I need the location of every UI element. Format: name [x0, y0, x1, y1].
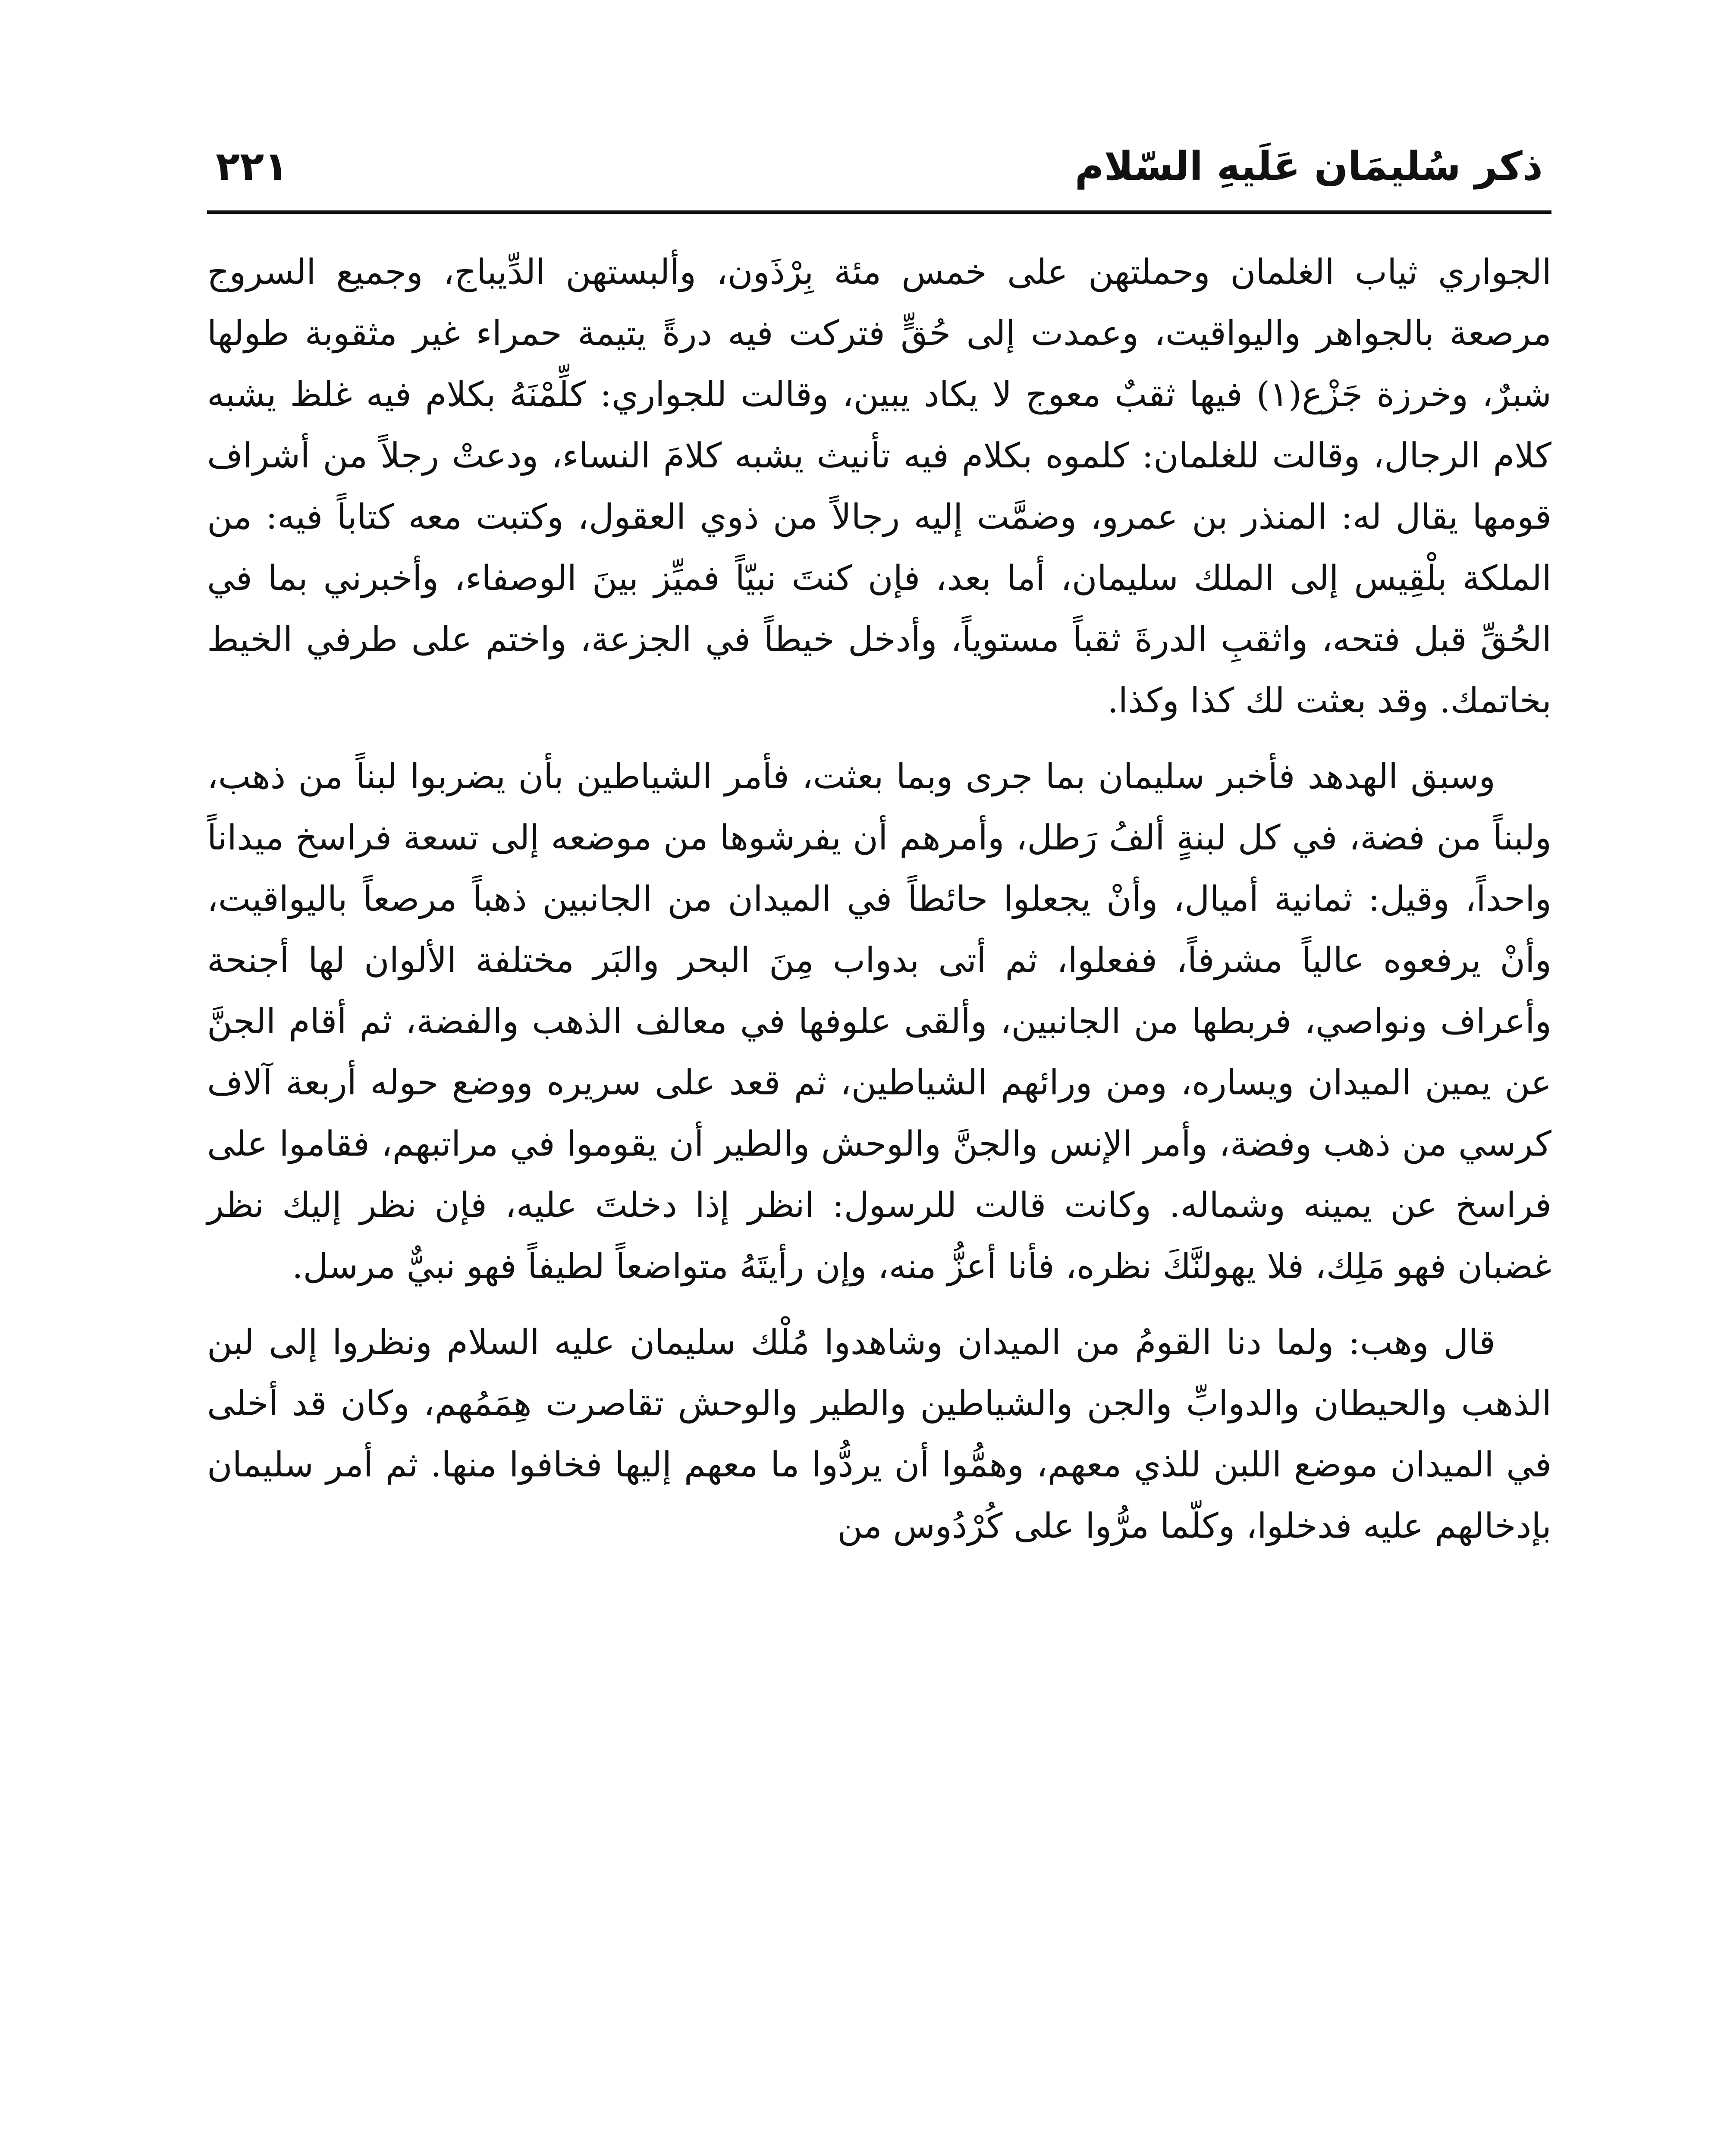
header-rule [207, 210, 1551, 214]
paragraph: وسبق الهدهد فأخبر سليمان بما جرى وبما بعثت، فأمر الشياطين بأن يضربوا لبناً من ذهب، ولبناً من فضة، في كل لبنةٍ ألفُ رَطل، وأمرهم أن يفرشوها من موضعه إلى تسعة فراسخ ميداناً واحداً، وقيل: ثمانية أميال، وأنْ يجعلوا حائطاً في الميدان من الجانبين ذهباً مرصعاً باليواقيت، وأنْ يرفعوه عالياً مشرفاً، ففعلوا، ثم أتى بدواب مِنَ البحر والبَر مختلفة الألوان لها أجنحة وأعراف ونواصي، فربطها من الجانبين، وألقى علوفها في معالف الذهب والفضة، ثم أقام الجنَّ عن يمين الميدان ويساره، ومن ورائهم الشياطين، ثم قعد على سريره ووضع حوله أربعة آلاف كرسي من ذهب وفضة، وأمر الإنس والجنَّ والوحش والطير أن يقوموا في مراتبهم، فقاموا على فراسخ عن يمينه وشماله. وكانت قالت للرسول: انظر إذا دخلتَ عليه، فإن نظر إليك نظر غضبان فهو مَلِك، فلا يهولنَّكَ نظره، فأنا أعزُّ منه، وإن رأيتَهُ متواضعاً لطيفاً فهو نبيٌّ مرسل. [207, 756, 1552, 1286]
page-number: ٢٢١ [216, 143, 289, 189]
paragraph: الجواري ثياب الغلمان وحملتهن على خمس مئة بِرْذَون، وألبستهن الدِّيباج، وجميع السروج مرصعة بالجواهر واليواقيت، وعمدت إلى حُقٍّ فتركت فيه درةً يتيمة حمراء غير مثقوبة طولها شبرٌ، وخرزة جَزْع(١) فيها ثقبٌ معوج لا يكاد يبين، وقالت للجواري: كلِّمْنَهُ بكلام فيه غلظ يشبه كلام الرجال، وقالت للغلمان: كلموه بكلام فيه تأنيث يشبه كلامَ النساء، ودعتْ رجلاً من أشراف قومها يقال له: المنذر بن عمرو، وضمَّت إليه رجالاً من ذوي العقول، وكتبت معه كتاباً فيه: من الملكة بلْقِيس إلى الملك سليمان، أما بعد، فإن كنتَ نبيّاً فميِّز بينَ الوصفاء، وأخبرني بما في الحُقِّ قبل فتحه، واثقبِ الدرةَ ثقباً مستوياً، وأدخل خيطاً في الجزعة، واختم على طرفي الخيط بخاتمك. وقد بعثت لك كذا وكذا. [207, 252, 1552, 721]
running-header [207, 129, 1543, 207]
paragraph: قال وهب: ولما دنا القومُ من الميدان وشاهدوا مُلْك سليمان عليه السلام ونظروا إلى لبن الذهب والحيطان والدوابِّ والجن والشياطين والطير والوحش تقاصرت هِمَمُهم، وكان قد أخلى في الميدان موضع اللبن للذي معهم، وهمُّوا أن يردُّوا ما معهم إليها فخافوا منها. ثم أمر سليمان بإدخالهم عليه فدخلوا، وكلّما مرُّوا على كُرْدُوس من [207, 1322, 1552, 1546]
running-title: ذكر سُليمَان عَلَيهِ السّلام [1074, 143, 1543, 189]
body-text [207, 241, 1551, 1571]
